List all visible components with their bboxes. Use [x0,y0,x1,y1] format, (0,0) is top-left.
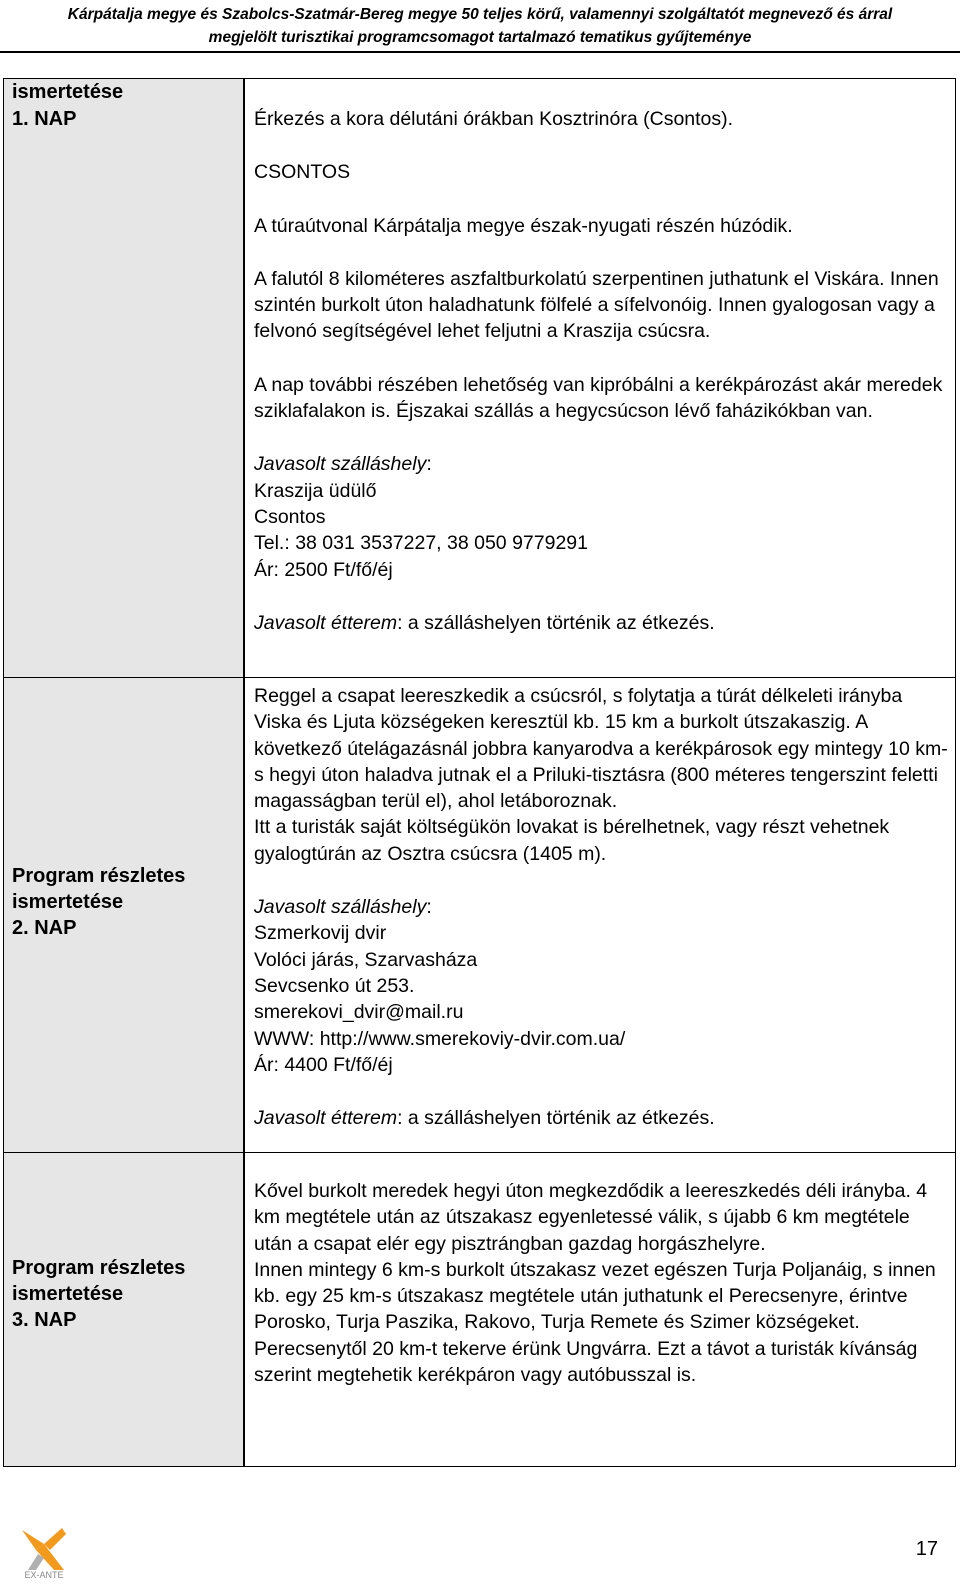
header-line-1: Kárpátalja megye és Szabolcs-Szatmár-Bereg megye 50 teljes körű, valamennyi szolgáltatót megnevező és árral [67,6,893,23]
day3-paragraph-1: Kővel burkolt meredek hegyi úton megkezdődik a leereszkedés déli irányba. 4 km megtétele után az útszakasz egyenletessé válik, s újabb 6 km megtétele után a csapat elér egy pisztrángban gazdag horgászhelyre. [254,1180,928,1255]
day1-label-cell [3,78,244,678]
day1-accommodation-name: Kraszija üdülő [254,479,377,502]
day1-phone-value: : 38 031 3537227, 38 050 9779291 [284,532,588,555]
day2-restaurant-label: Javasolt étterem [254,1107,398,1130]
day1-arrival: Érkezés a kora délutáni órákban Kosztrinóra (Csontos). [254,108,734,130]
day1-restaurant-value: : a szálláshelyen történik az étkezés. [397,611,715,634]
day3-label-2: ismertetése [12,1283,124,1305]
day1-label-top: ismertetése [12,81,124,103]
day1-restaurant [254,610,949,636]
day2-label-3: 2. NAP [12,917,77,939]
day3-label-1: Program részletes [12,1257,186,1279]
day1-phone-label: Tel. [254,532,285,555]
day2-label-2: ismertetése [12,891,124,913]
day1-paragraph-1: A túraútvonal Kárpátalja megye észak-nyugati részén húzódik. [254,214,793,237]
logo-text: EX-ANTE [24,1570,64,1580]
day2-price: Ár: 4400 Ft/fő/éj [254,1053,393,1076]
day2-website: WWW: http://www.smerekoviy-dvir.com.ua/ [254,1027,626,1050]
day1-price: Ár: 2500 Ft/fő/éj [254,558,393,581]
day1-paragraph-2: A falutól 8 kilométeres aszfaltburkolatú szerpentinen juthatunk el Viskára. Innen szintén burkolt úton haladhatunk fölfelé a sífelvonóig. Innen gyalogosan vagy a felvonó segítségével lehet feljutni a Kraszija csúcsra. [254,267,939,343]
day1-restaurant-label: Javasolt étterem [254,611,398,634]
day2-accommodation-name: Szmerkovij dvir [254,922,387,945]
day1-label-day: 1. NAP [12,108,77,130]
header-line-2: megjelölt turisztikai programcsomagot tartalmazó tematikus gyűjteménye [208,29,752,46]
day2-paragraph-1: Reggel a csapat leereszkedik a csúcsról, s folytatja a túrát délkeleti irányba Viska és Ljuta községeken keresztül kb. 15 km a burkolt útszakaszig. A következő útelágazásnál jobbra kanyarodva a kerékpárosok egy mintegy 10 km-s hegyi úton haladva jutnak el a Priluki-tisztásra (800 méteres tengerszint feletti magasságban terül el), ahol letáboroznak. [254,685,948,813]
day2-accommodation-heading: Javasolt szálláshely: [254,896,432,919]
day1-paragraph-3: A nap további részében lehetőség van kipróbálni a kerékpározást akár meredek sziklafalakon is. Éjszakai szállás a hegycsúcson lévő faházikókban van. [254,373,943,423]
day2-accommodation-address-2: Sevcsenko út 253. [254,974,415,997]
page-header [0,0,960,49]
day1-content [254,106,949,636]
day2-label-cell [3,677,244,1153]
day2-content-cell [244,677,956,1153]
day1-accommodation-label: Javasolt szálláshely [254,453,427,476]
day1-accommodation-heading: Javasolt szálláshely: [254,453,432,476]
header-rule [0,51,960,53]
day1-content-cell [244,78,956,678]
day3-label-cell [3,1152,244,1467]
day2-accommodation-address-1: Volóci járás, Szarvasháza [254,948,478,971]
ex-ante-logo [14,1520,74,1580]
day2-paragraph-2: Itt a turisták saját költségükön lovakat is bérelhetnek, vagy részt vehetnek gyalogtúrán az Osztra csúcsra (1405 m). [254,816,890,865]
day3-label-3: 3. NAP [12,1309,77,1331]
day2-email: smerekovi_dvir@mail.ru [254,1001,464,1024]
day2-restaurant-value: : a szálláshelyen történik az étkezés. [397,1107,715,1130]
day3-paragraph-2: Innen mintegy 6 km-s burkolt útszakasz vezet egészen Turja Poljanáig, s innen kb. egy 25 km-s útszakasz megtétele után juthatunk el Perecsenyre, érintve Porosko, Turja Paszika, Rakovo, Turja Remete és Szimer községeket. Perecsenytől 20 km-t tekerve érünk Ungvárra. Ezt a távot a turisták kívánság szerint megtehetik kerékpáron vagy autóbusszal is. [254,1258,936,1387]
day2-content [254,683,949,1131]
day2-restaurant [254,1105,949,1131]
day1-phone [254,530,949,556]
day3-content [254,1178,949,1388]
day1-place: CSONTOS [254,161,351,184]
day1-accommodation-place: Csontos [254,505,326,528]
day2-label-1: Program részletes [12,865,186,887]
page-number: 17 [915,1538,938,1560]
day3-content-cell [244,1152,956,1467]
day2-accommodation-label: Javasolt szálláshely [254,896,427,919]
